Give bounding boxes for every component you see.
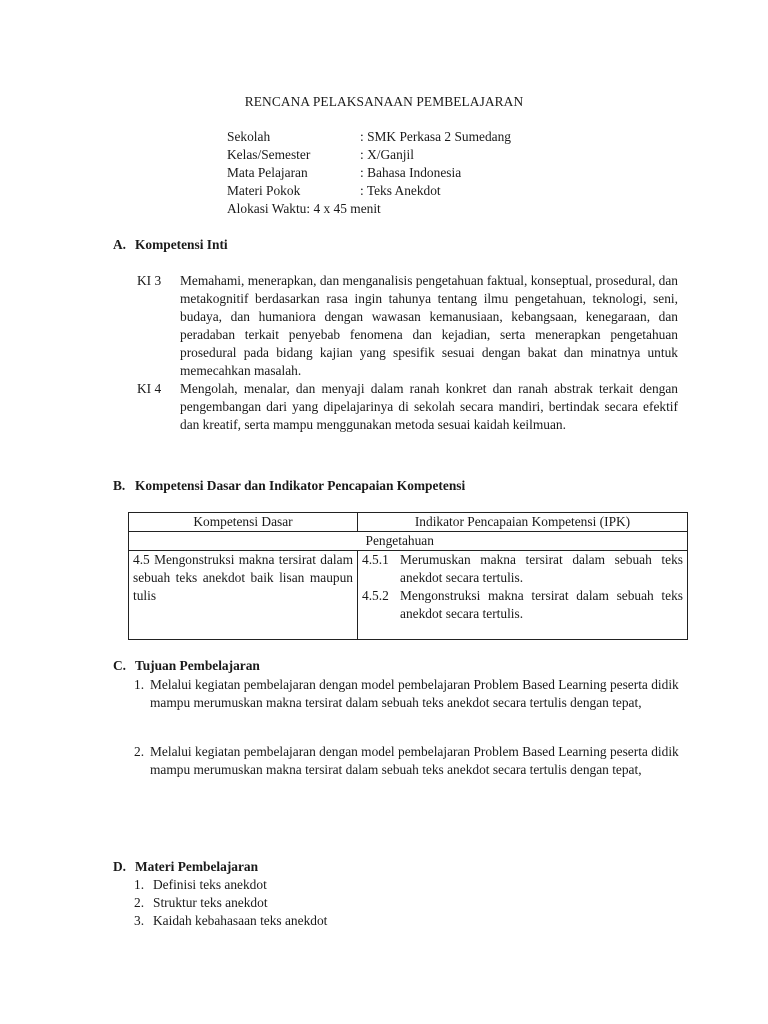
tujuan-item (134, 743, 694, 779)
tujuan-text: Melalui kegiatan pembelajaran dengan model pembelajaran Problem Based Learning peserta didik mampu merumuskan makna tersirat dalam sebuah teks anekdot secara tertulis dengan tepat, (150, 677, 679, 710)
ipk-cell (358, 551, 688, 640)
ipk-number: 4.5.2 (362, 588, 389, 603)
subheader-empty (129, 532, 358, 551)
list-item (134, 876, 327, 894)
list-number: 1. (134, 877, 145, 892)
section-a-heading (113, 236, 228, 254)
list-number: 2. (134, 895, 145, 910)
ki-code: KI 3 (137, 273, 162, 288)
subheader-pengetahuan: Pengetahuan (358, 532, 688, 551)
meta-value: : SMK Perkasa 2 Sumedang (360, 129, 512, 144)
ipk-number: 4.5.1 (362, 552, 389, 567)
meta-value: : Teks Anekdot (360, 183, 441, 198)
document-title: RENCANA PELAKSANAAN PEMBELAJARAN (244, 94, 524, 109)
meta-row-mapel (227, 164, 511, 182)
list-text: Definisi teks anekdot (153, 877, 267, 892)
identity-block (227, 128, 511, 218)
ipk-text: Mengonstruksi makna tersirat dalam sebuah teks anekdot secara tertulis. (400, 588, 683, 621)
section-d-heading (113, 858, 258, 876)
materi-list (134, 876, 327, 930)
section-c-heading (113, 657, 260, 675)
meta-row-kelas (227, 146, 511, 164)
list-number: 3. (134, 913, 145, 928)
list-item (134, 894, 327, 912)
meta-row-materi (227, 182, 511, 200)
meta-row-alokasi: Alokasi Waktu: 4 x 45 menit (227, 201, 381, 216)
section-letter: A. (113, 237, 127, 252)
meta-label: Mata Pelajaran (227, 165, 308, 180)
section-letter: D. (113, 859, 127, 874)
kd-cell: 4.5 Mengonstruksi makna tersirat dalam sebuah teks anekdot baik lisan maupun tulis (129, 551, 358, 640)
header-ipk: Indikator Pencapaian Kompetensi (IPK) (358, 513, 688, 532)
meta-value: : Bahasa Indonesia (360, 165, 462, 180)
tujuan-item (134, 676, 694, 712)
list-text: Struktur teks anekdot (153, 895, 268, 910)
ipk-text: Merumuskan makna tersirat dalam sebuah teks anekdot secara tertulis. (400, 552, 683, 585)
meta-value: : X/Ganjil (360, 147, 414, 162)
section-letter: C. (113, 658, 127, 673)
tujuan-text: Melalui kegiatan pembelajaran dengan model pembelajaran Problem Based Learning peserta didik mampu merumuskan makna tersirat dalam sebuah teks anekdot secara tertulis dengan tepat, (150, 744, 679, 777)
ki-code: KI 4 (137, 381, 162, 396)
kd-ipk-table (128, 512, 688, 640)
ki-text: Memahami, menerapkan, dan menganalisis pengetahuan faktual, konseptual, prosedural, dan metakognitif berdasarkan rasa ingin tahunya tentang ilmu pengetahuan, teknologi, seni, budaya, dan humaniora dengan wawasan kemanusiaan, kebangsaan, kenegaraan, dan peradaban terkait penyebab fenomena dan kejadian, serta menerapkan pengetahuan prosedural pada bidang kajian yang spesifik sesuai dengan bakat dan minatnya untuk memecahkan masalah. (180, 273, 678, 378)
ki-text: Mengolah, menalar, dan menyaji dalam ranah konkret dan ranah abstrak terkait dengan pengembangan dari yang dipelajarinya di sekolah secara mandiri, bertindak secara efektif dan kreatif, serta mampu menggunakan metoda sesuai kaidah keilmuan. (180, 381, 678, 432)
meta-label: Kelas/Semester (227, 147, 311, 162)
table-subheader-row (129, 532, 688, 551)
ki-3-item (137, 272, 678, 380)
section-title: Tujuan Pembelajaran (135, 658, 260, 673)
meta-row-sekolah (227, 128, 511, 146)
list-text: Kaidah kebahasaan teks anekdot (153, 913, 328, 928)
ipk-item (362, 551, 683, 587)
header-kd: Kompetensi Dasar (129, 513, 358, 532)
section-title: Kompetensi Dasar dan Indikator Pencapaian Kompetensi (135, 478, 466, 493)
table-header-row (129, 513, 688, 532)
ipk-item (362, 587, 683, 623)
tujuan-number: 1. (134, 677, 145, 692)
list-item (134, 912, 327, 930)
meta-label: Sekolah (227, 129, 271, 144)
section-title: Kompetensi Inti (135, 237, 228, 252)
section-b-heading (113, 477, 465, 495)
tujuan-number: 2. (134, 744, 145, 759)
table-row (129, 551, 688, 640)
section-title: Materi Pembelajaran (135, 859, 259, 874)
meta-label: Materi Pokok (227, 183, 301, 198)
section-letter: B. (113, 478, 126, 493)
ki-4-item (137, 380, 678, 434)
